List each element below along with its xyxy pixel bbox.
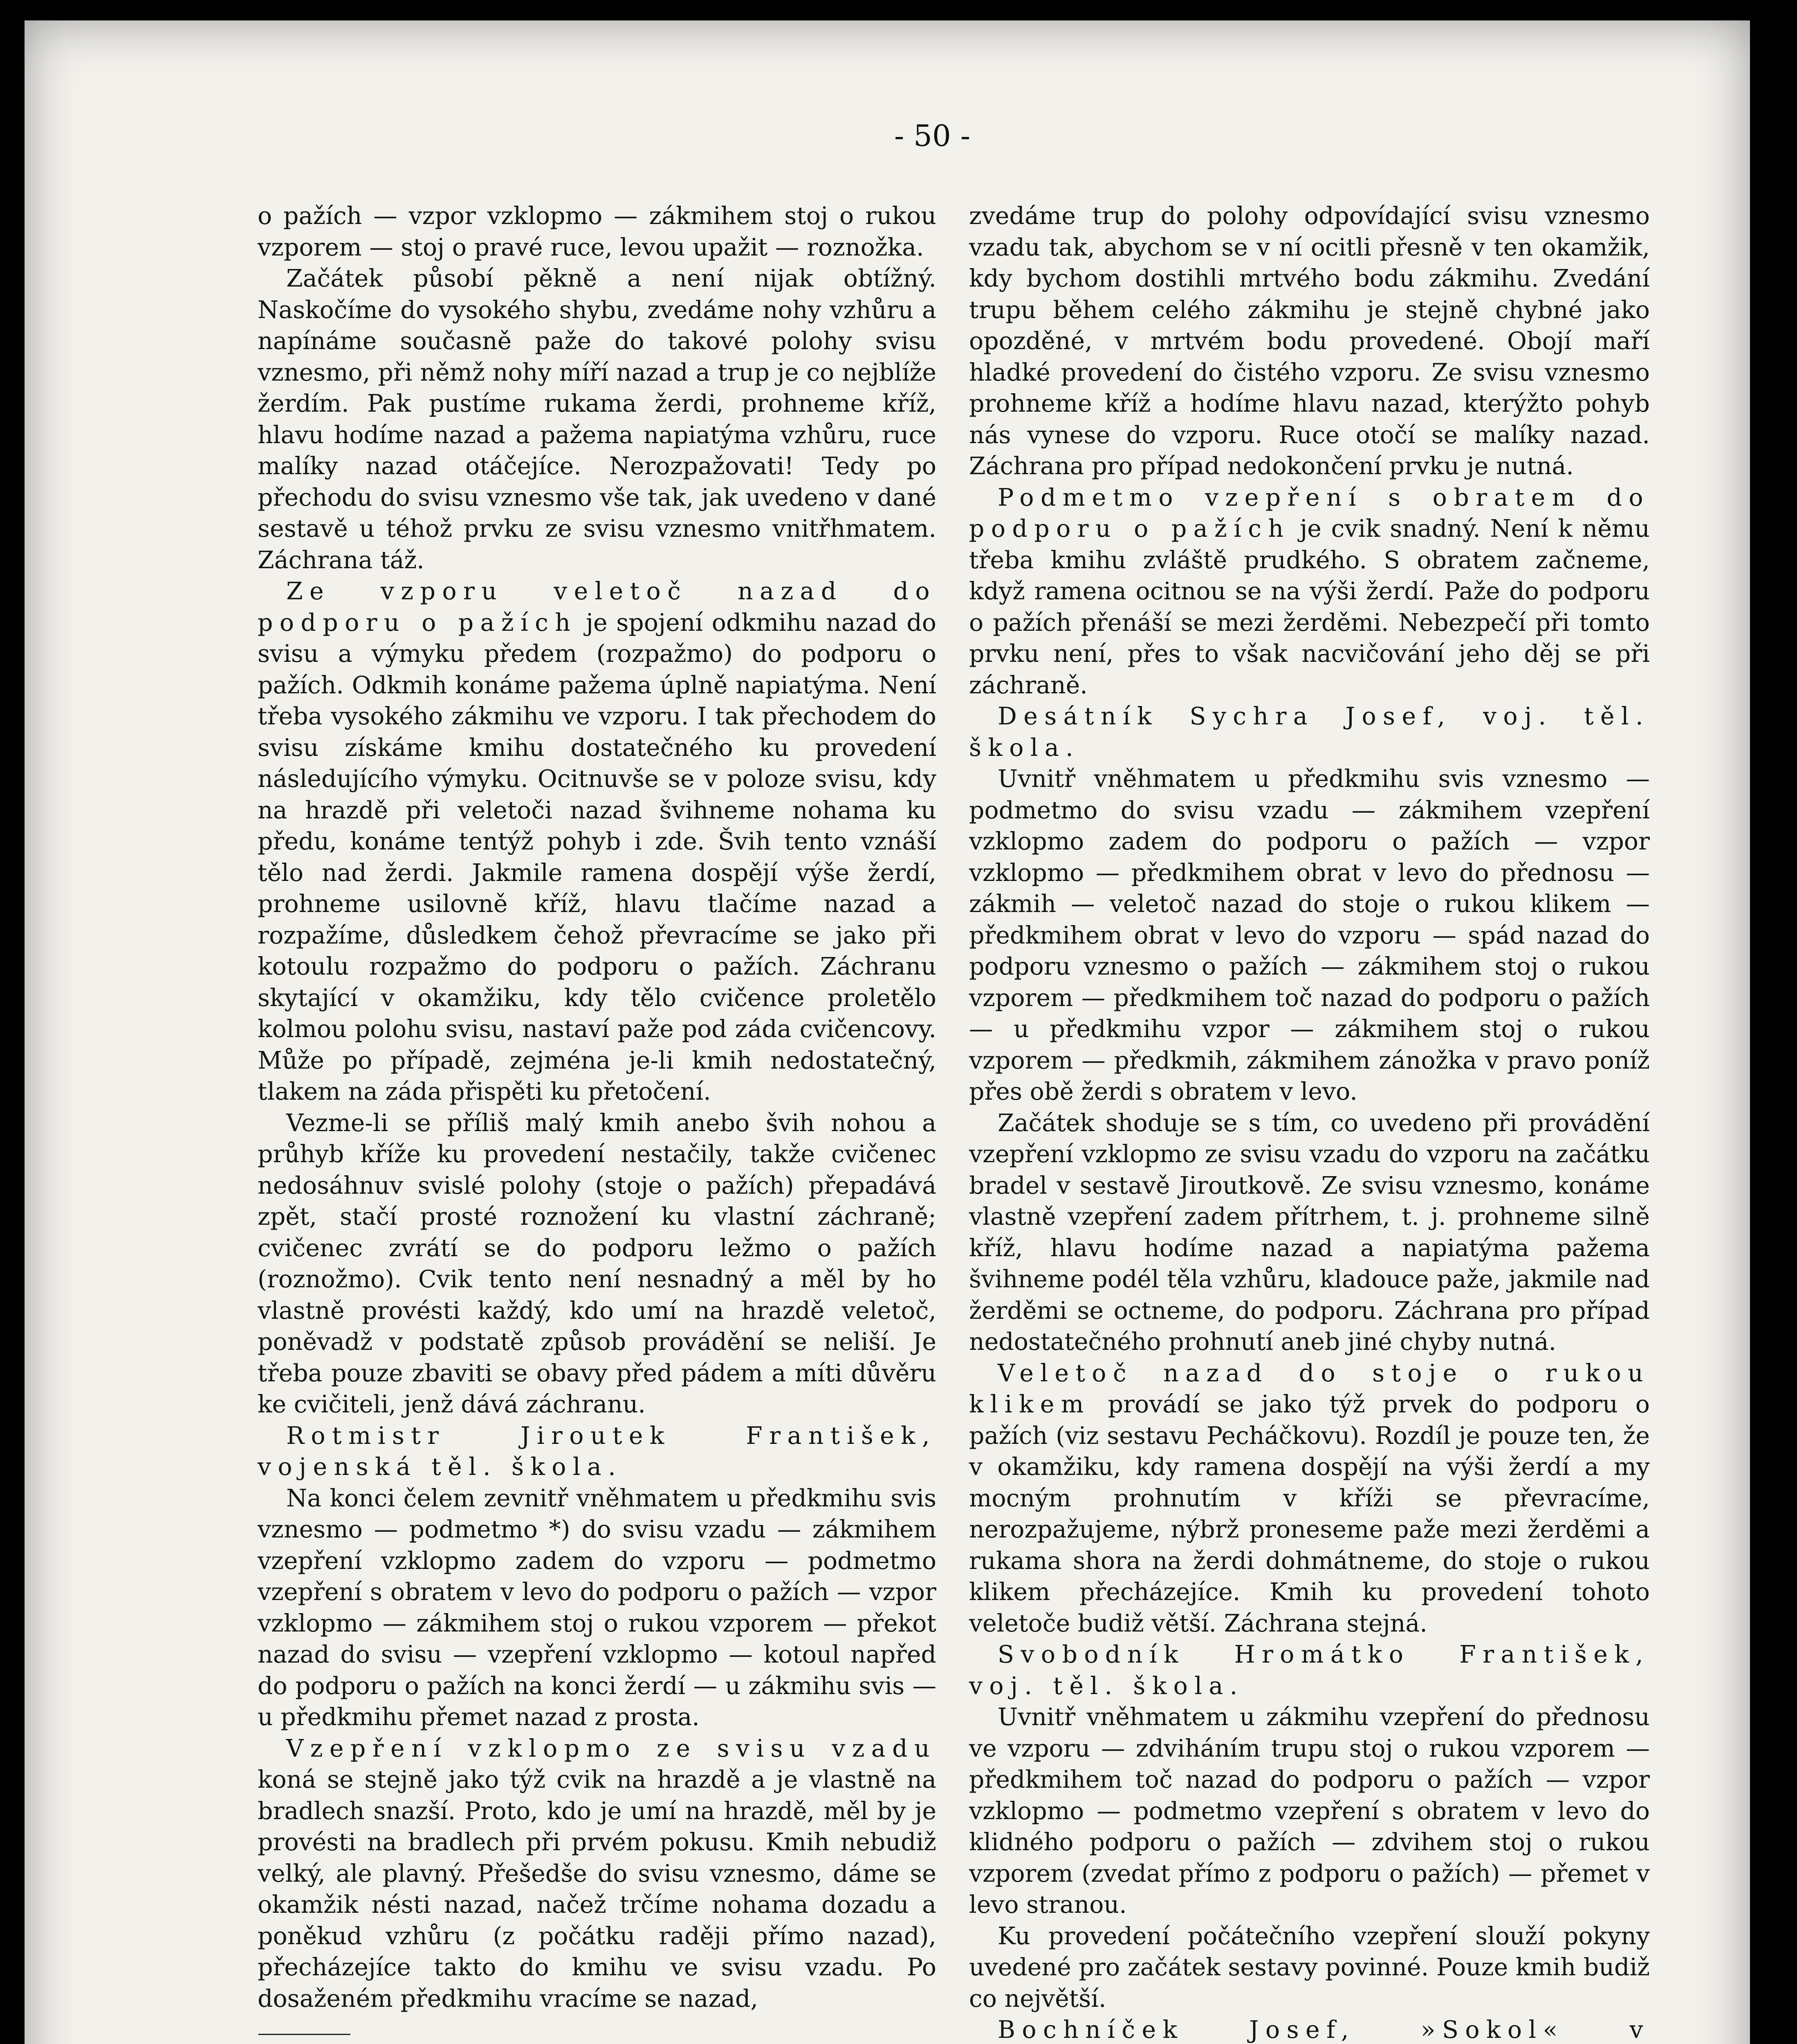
paper-sheet [25, 20, 1750, 2044]
footnote-rule [258, 2034, 350, 2035]
page-number: - 50 - [894, 119, 971, 153]
paragraph-text: je spojení odkmihu nazad do svisu a výmyku předem (rozpažmo) do podporu o pažích. Odkmih konáme pažema úplně napiatýma. Není třeba vysokého zákmihu ve vzporu. I tak přechodem do svisu získáme kmihu dostatečného ku provedení následujícího výmyku. Ocitnuvše se v poloze svisu, kdy na hrazdě při veletoči nazad švihneme nohama ku předu, konáme tentýž pohyb i zde. Švih tento vznáší tělo nad žerdi. Jakmile ramena dospějí výše žerdí, prohneme usilovně kříž, hlavu tlačíme nazad a rozpažíme, důsledkem čehož převracíme se jako při kotoulu rozpažmo do podporu o pažích. Záchranu skytající v okamžiku, kdy tělo cvičence proletělo kolmou polohu svisu, nastaví paže pod záda cvičencovy. Může po případě, zejména je-li kmih nedostatečný, tlakem na záda přispěti ku přetočení. [258, 608, 936, 1105]
paragraph: Na konci čelem zevnitř vněhmatem u předkmihu svis vznesmo — podmetmo *) do svisu vzadu — zákmihem vzepření vzklopmo zadem do vzporu — podmetmo vzepření s obratem v levo do podporu o pažích — vzpor vzklopmo — zákmihem stoj o rukou vzporem — překot nazad do svisu — vzepření vzklopmo — kotoul napřed do podporu o pažích na konci žerdí — u zákmihu svis — u předkmihu přemet nazad z prosta. [258, 1484, 936, 1731]
section-heading [969, 1639, 1650, 1701]
right-column [969, 200, 1650, 2044]
paragraph: Začátek působí pěkně a není nijak obtížný. Naskočíme do vysokého shybu, zvedáme nohy vzhůru a napínáme současně paže do takové polohy svisu vznesmo, při němž nohy míří nazad a trup je co nejblíže žerdím. Pak pustíme rukama žerdi, prohneme kříž, hlavu hodíme nazad a pažema napiatýma vzhůru, ruce malíky nazad otáčejíce. Nerozpažovati! Tedy po přechodu do svisu vznesmo vše tak, jak uvedeno v dané sestavě u téhož prvku ze svisu vznesmo vnitřhmatem. Záchrana táž. [258, 264, 936, 574]
paragraph: o pažích — vzpor vzklopmo — zákmihem stoj o rukou vzporem — stoj o pravé ruce, levou upažit — roznožka. [258, 202, 936, 261]
paragraph: Uvnitř vněhmatem u zákmihu vzepření do přednosu ve vzporu — zdviháním trupu stoj o rukou vzporem — předkmihem toč nazad do podporu o pažích — vzpor vzklopmo — podmetmo vzepření s obratem v levo do klidného podporu o pažích — zdvihem stoj o rukou vzporem (zvedat přímo z podporu o pažích) — přemet v levo stranou. [969, 1703, 1650, 1918]
paragraph: Začátek shoduje se s tím, co uvedeno při provádění vzepření vzklopmo ze svisu vzadu do vzporu na začátku bradel v sestavě Jiroutkově. Ze svisu vznesmo, konáme vlastně vzepření zadem přítrhem, t. j. prohneme silně kříž, hlavu hodíme nazad a napiatýma pažema švihneme podél těla vzhůru, kladouce paže, jakmile nad žerděmi se octneme, do podporu. Záchrana pro případ nedostatečného prohnutí aneb jiné chyby nutná. [969, 1109, 1650, 1356]
paragraph [969, 482, 1650, 701]
paragraph-text: koná se stejně jako týž cvik na hrazdě a je vlastně na bradlech snazší. Proto, kdo je umí na hrazdě, měl by je provésti na bradlech při prvém pokusu. Kmih nebudiž velký, ale plavný. Přešedše do svisu vznesmo, dáme se okamžik nésti nazad, načež trčíme nohama dozadu a poněkud vzhůru (z počátku raději přímo nazad), přecházejíce takto do kmihu ve svisu vzadu. Po dosaženém předkmihu vracíme se nazad, [258, 1766, 936, 2013]
paragraph: zvedáme trup do polohy odpovídající svisu vznesmo vzadu tak, abychom se v ní ocitli přesně v ten okamžik, kdy bychom dostihli mrtvého bodu zákmihu. Zvedání trupu během celého zákmihu je stejně chybné jako opozděné, v mrtvém bodu provedené. Obojí maří hladké provedení do čistého vzporu. Ze svisu vznesmo prohneme kříž a hodíme hlavu nazad, kterýžto pohyb nás vynese do vzporu. Ruce otočí se malíky nazad. Záchrana pro případ nedokončení prvku je nutná. [969, 202, 1650, 480]
paragraph [258, 576, 936, 1107]
paragraph: Ku provedení počátečního vzepření slouží pokyny uvedené pro začátek sestavy povinné. Pouze kmih budiž co největší. [969, 1922, 1650, 2013]
paragraph: Uvnitř vněhmatem u předkmihu svis vznesmo — podmetmo do svisu vzadu — zákmihem vzepření vzklopmo zadem do podporu o pažích — vzpor vzklopmo — předkmihem obrat v levo do přednosu — zákmih — veletoč nazad do stoje o rukou klikem — předkmihem obrat v levo do vzporu — spád nazad do podporu vznesmo o pažích — zákmihem stoj o rukou vzporem — předkmihem toč nazad do podporu o pažích — u předkmihu vzpor — zákmihem stoj o rukou vzporem — předkmih, zákmihem zánožka v pravo poníž přes obě žerdi s obratem v levo. [969, 765, 1650, 1105]
spaced-heading: Bochníček Josef, »Sokol« v [998, 2016, 1650, 2044]
paragraph-text: provádí se jako týž prvek do podporu o pažích (viz sestavu Pecháčkovu). Rozdíl je pouze ten, že v okamžiku, kdy ramena dospějí na výši žerdí a my mocným prohnutím v kříži se převracíme, nerozpažujeme, nýbrž proneseme paže mezi žerděmi a rukama shora na žerdi dohmátneme, do stoje o rukou klikem přecházejíce. Kmih ku provedení tohoto veletoče budiž větší. Záchrana stejná. [969, 1390, 1650, 1637]
spaced-heading: Desátník Sychra Josef, voj. těl. škola. [969, 702, 1650, 762]
section-heading [969, 701, 1650, 763]
paragraph-text: je cvik snadný. Není k němu třeba kmihu zvláště prudkého. S obratem začneme, když ramena ocitnou se na výši žerdí. Paže do podporu o pažích přenáší se mezi žerděmi. Nebezpečí při tomto prvku není, přes to však nacvičování jeho děj se při záchraně. [969, 515, 1650, 699]
section-heading [969, 2014, 1650, 2044]
spaced-heading: Svobodník Hromátko František, voj. těl. škola. [969, 1641, 1650, 1700]
paragraph [969, 1358, 1650, 1639]
spaced-heading: Vzepření vzklopmo ze svisu vzadu [286, 1734, 936, 1762]
paragraph: Vezme-li se příliš malý kmih anebo švih nohou a průhyb kříže ku provedení nestačily, takže cvičenec nedosáhnuv svislé polohy (stoje o pažích) přepadává zpět, stačí prosté roznožení ku vlastní záchraně; cvičenec zvrátí se do podporu ležmo o pažích (roznožmo). Cvik tento není nesnadný a měl by ho vlastně provésti každý, kdo umí na hrazdě veletoč, poněvadž v podstatě způsob provádění se neliší. Je třeba pouze zbaviti se obavy před pádem a míti důvěru ke cvičiteli, jenž dává záchranu. [258, 1109, 936, 1418]
spaced-heading: Podmetmo vzepření s obratem do podporu o pažích [969, 483, 1650, 542]
spaced-heading: Veletoč nazad do stoje o rukou klikem [969, 1359, 1650, 1418]
section-heading [258, 1420, 936, 1483]
left-column [258, 200, 936, 2044]
spaced-heading: Ze vzporu veletoč nazad do podporu o pažích [258, 577, 936, 637]
spaced-heading: Rotmistr Jiroutek František, vojenská těl. škola. [258, 1421, 936, 1481]
paragraph [258, 1733, 936, 2015]
